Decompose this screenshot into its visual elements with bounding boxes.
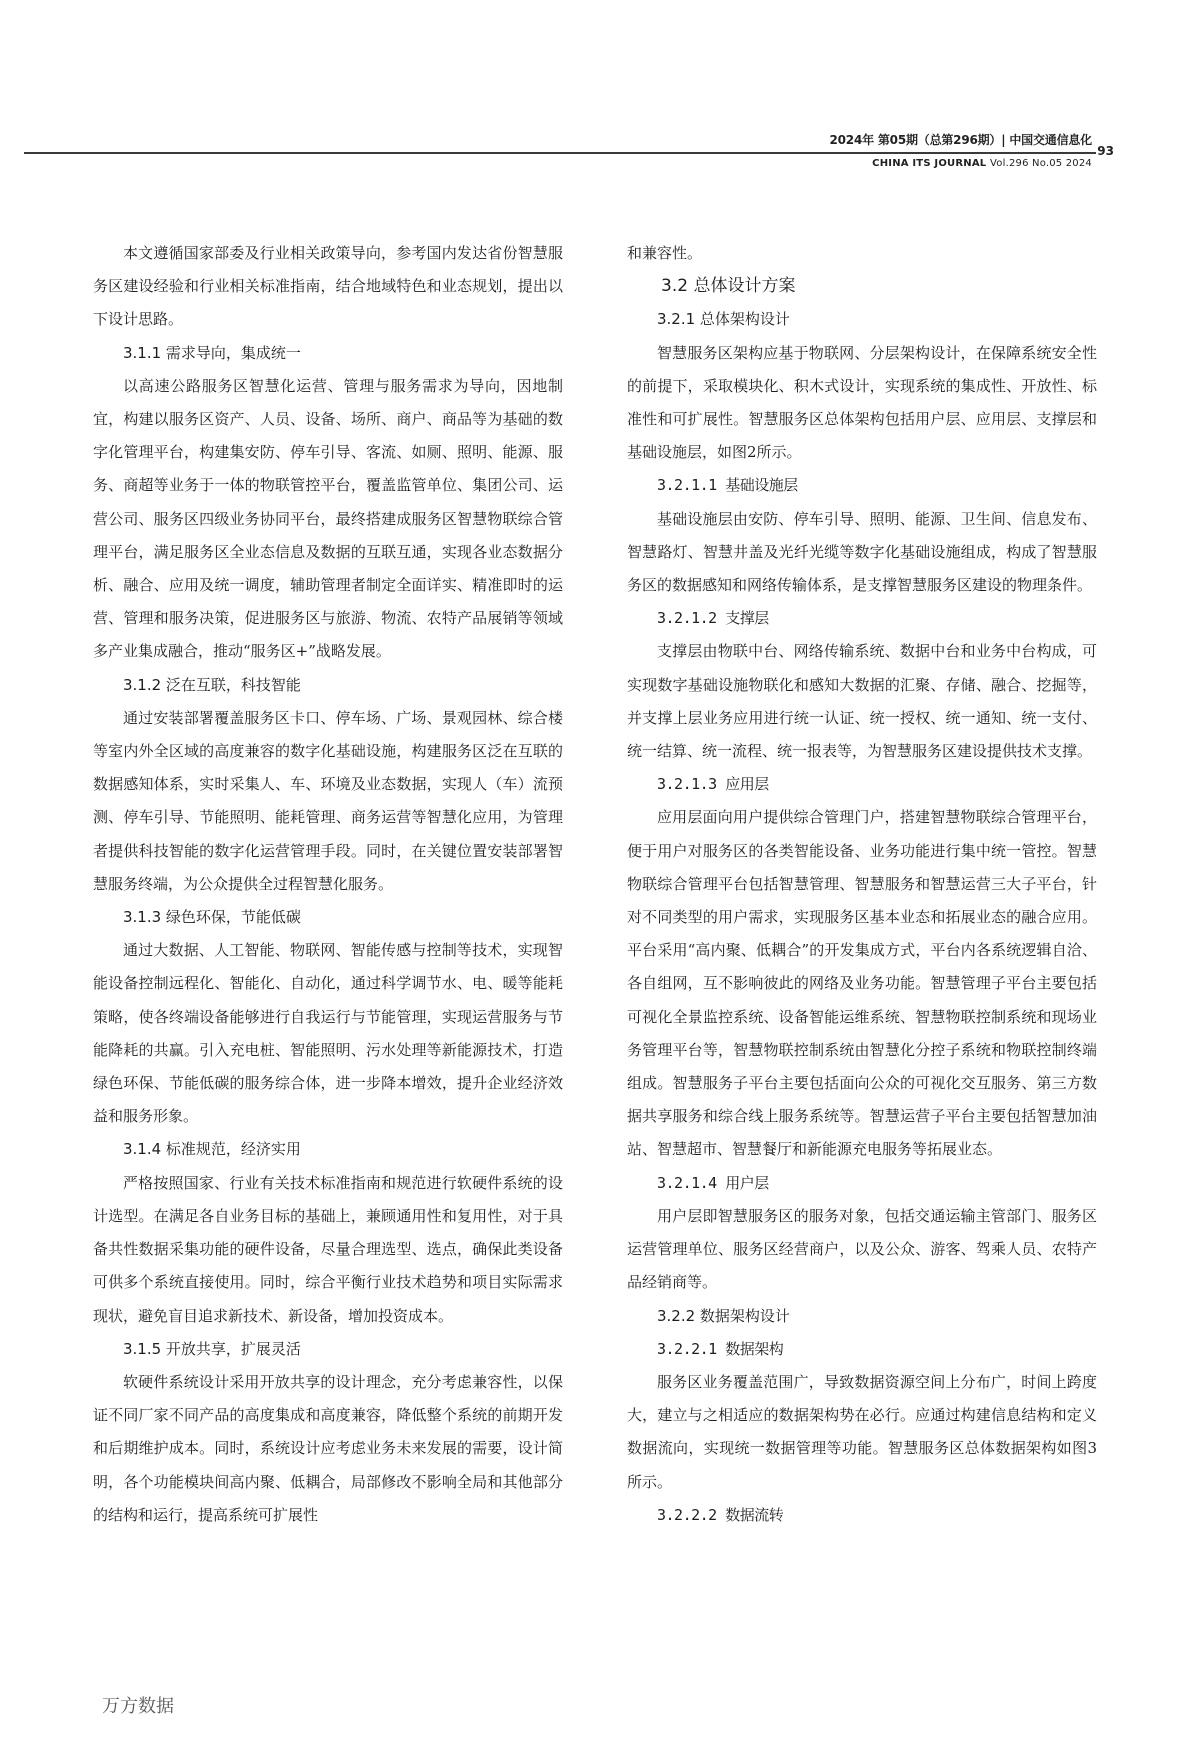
intro-paragraph: 本文遵循国家部委及行业相关政策导向，参考国内发达省份智慧服务区建设经验和行业相关标准指南，结合地域特色和业态规划，提出以下设计思路。: [93, 244, 563, 329]
section-heading-3-2-1: 3.2.1 总体架构设计: [657, 310, 790, 329]
right-column: [627, 237, 1097, 1532]
section-heading-3-1-3: 3.1.3 绿色环保，节能低碳: [123, 908, 301, 927]
running-header-journal: [872, 158, 1092, 169]
section-heading-3-1-2: 3.1.2 泛在互联，科技智能: [123, 675, 301, 694]
paragraph-3-2-1-3: 应用层面向用户提供综合管理门户，搭建智慧物联综合管理平台，便于用户对服务区的各类智能设备、业务功能进行集中统一管控。智慧物联综合管理平台包括智慧管理、智慧服务和智慧运营三大子平台，针对不同类型的用户需求，实现服务区基本业态和拓展业态的融合应用。平台采用“高内聚、低耦合”的开发集成方式，平台内各系统逻辑自洽、各自组网，互不影响彼此的网络及业务功能。智慧管理子平台主要包括可视化全景监控系统、设备智能运维系统、智慧物联控制系统和现场业务管理平台等，智慧物联控制系统由智慧化分控子系统和物联控制终端组成。智慧服务子平台主要包括面向公众的可视化交互服务、第三方数据共享服务和综合线上服务系统等。智慧运营子平台主要包括智慧加油站、智慧超市、智慧餐厅和新能源充电服务等拓展业态。: [627, 808, 1097, 1159]
section-heading-3-2-2: 3.2.2 数据架构设计: [657, 1306, 790, 1325]
header-divider: [24, 152, 1096, 154]
paragraph-3-1-3: 通过大数据、人工智能、物联网、智能传感与控制等技术，实现智能设备控制远程化、智能化、自动化，通过科学调节水、电、暖等能耗策略，使各终端设备能够进行自我运行与节能管理，实现运营服务与节能降耗的共赢。引入充电桩、智能照明、污水处理等新能源技术，打造绿色环保、节能低碳的服务综合体，进一步降本增效，提升企业经济效益和服务形象。: [93, 941, 563, 1126]
left-column: [93, 237, 563, 1532]
paragraph-3-2-1-2: 支撑层由物联中台、网络传输系统、数据中台和业务中台构成，可实现数字基础设施物联化和感知大数据的汇聚、存储、融合、挖掘等，并支撑上层业务应用进行统一认证、统一授权、统一通知、统一支付、统一结算、统一流程、统一报表等，为智慧服务区建设提供技术支撑。: [627, 642, 1097, 761]
section-heading-3-2: 3.2 总体设计方案: [661, 276, 796, 297]
paragraph-continuation: 和兼容性。: [627, 244, 703, 262]
database-watermark: 万方数据: [102, 1696, 174, 1717]
paragraph-3-1-5: 软硬件系统设计采用开放共享的设计理念，充分考虑兼容性，以保证不同厂家不同产品的高度集成和高度兼容，降低整个系统的前期开发和后期维护成本。同时，系统设计应考虑业务未来发展的需要，设计简明，各个功能模块间高内聚、低耦合，局部修改不影响全局和其他部分的结构和运行，提高系统可扩展性: [93, 1372, 563, 1524]
running-header-issue: 2024年 第05期（总第296期）| 中国交通信息化: [829, 133, 1092, 147]
section-heading-3-2-2-2: 3.2.2.2 数据流转: [657, 1505, 784, 1524]
journal-volume: Vol.296 No.05 2024: [990, 158, 1092, 169]
section-heading-3-2-2-1: 3.2.2.1 数据架构: [657, 1339, 784, 1358]
paragraph-3-1-1: 以高速公路服务区智慧化运营、管理与服务需求为导向，因地制宜，构建以服务区资产、人员、设备、场所、商户、商品等为基础的数字化管理平台，构建集安防、停车引导、客流、如厕、照明、能源、服务、商超等业务于一体的物联管控平台，覆盖监管单位、集团公司、运营公司、服务区四级业务协同平台，最终搭建成服务区智慧物联综合管理平台，满足服务区全业态信息及数据的互联互通，实现各业态数据分析、融合、应用及统一调度，辅助管理者制定全面详实、精准即时的运营、管理和服务决策，促进服务区与旅游、物流、农特产品展销等领域多产业集成融合，推动“服务区+”战略发展。: [93, 376, 563, 661]
paragraph-3-2-2-1: 服务区业务覆盖范围广，导致数据资源空间上分布广，时间上跨度大，建立与之相适应的数据架构势在必行。应通过构建信息结构和定义数据流向，实现统一数据管理等功能。智慧服务区总体数据架构如图3所示。: [627, 1372, 1097, 1491]
section-heading-3-1-1: 3.1.1 需求导向，集成统一: [123, 343, 301, 362]
paragraph-3-2-1: 智慧服务区架构应基于物联网、分层架构设计，在保障系统安全性的前提下，采取模块化、积木式设计，实现系统的集成性、开放性、标准性和可扩展性。智慧服务区总体架构包括用户层、应用层、支撑层和基础设施层，如图2所示。: [627, 343, 1097, 462]
paragraph-3-2-1-4: 用户层即智慧服务区的服务对象，包括交通运输主管部门、服务区运营管理单位、服务区经营商户，以及公众、游客、驾乘人员、农特产品经销商等。: [627, 1206, 1097, 1292]
section-heading-3-1-4: 3.1.4 标准规范，经济实用: [123, 1140, 301, 1159]
journal-name: CHINA ITS JOURNAL: [872, 158, 987, 169]
section-heading-3-2-1-2: 3.2.1.2 支撑层: [657, 609, 769, 628]
section-heading-3-1-5: 3.1.5 开放共享，扩展灵活: [123, 1339, 301, 1358]
section-heading-3-2-1-4: 3.2.1.4 用户层: [657, 1173, 769, 1192]
paragraph-3-1-4: 严格按照国家、行业有关技术标准指南和规范进行软硬件系统的设计选型。在满足各自业务目标的基础上，兼顾通用性和复用性，对于具备共性数据采集功能的硬件设备，尽量合理选型、选点，确保此类设备可供多个系统直接使用。同时，综合平衡行业技术趋势和项目实际需求现状，避免盲目追求新技术、新设备，增加投资成本。: [93, 1173, 563, 1325]
section-heading-3-2-1-3: 3.2.1.3 应用层: [657, 775, 769, 794]
section-heading-3-2-1-1: 3.2.1.1 基础设施层: [657, 476, 798, 495]
page-number: 93: [1097, 144, 1114, 158]
paragraph-3-2-1-1: 基础设施层由安防、停车引导、照明、能源、卫生间、信息发布、智慧路灯、智慧井盖及光纤光缆等数字化基础设施组成，构成了智慧服务区的数据感知和网络传输体系，是支撑智慧服务区建设的物理条件。: [627, 509, 1097, 595]
paragraph-3-1-2: 通过安装部署覆盖服务区卡口、停车场、广场、景观园林、综合楼等室内外全区域的高度兼容的数字化基础设施，构建服务区泛在互联的数据感知体系，实时采集人、车、环境及业态数据，实现人（车）流预测、停车引导、节能照明、能耗管理、商务运营等智慧化应用，为管理者提供科技智能的数字化运营管理手段。同时，在关键位置安装部署智慧服务终端，为公众提供全过程智慧化服务。: [93, 708, 563, 893]
